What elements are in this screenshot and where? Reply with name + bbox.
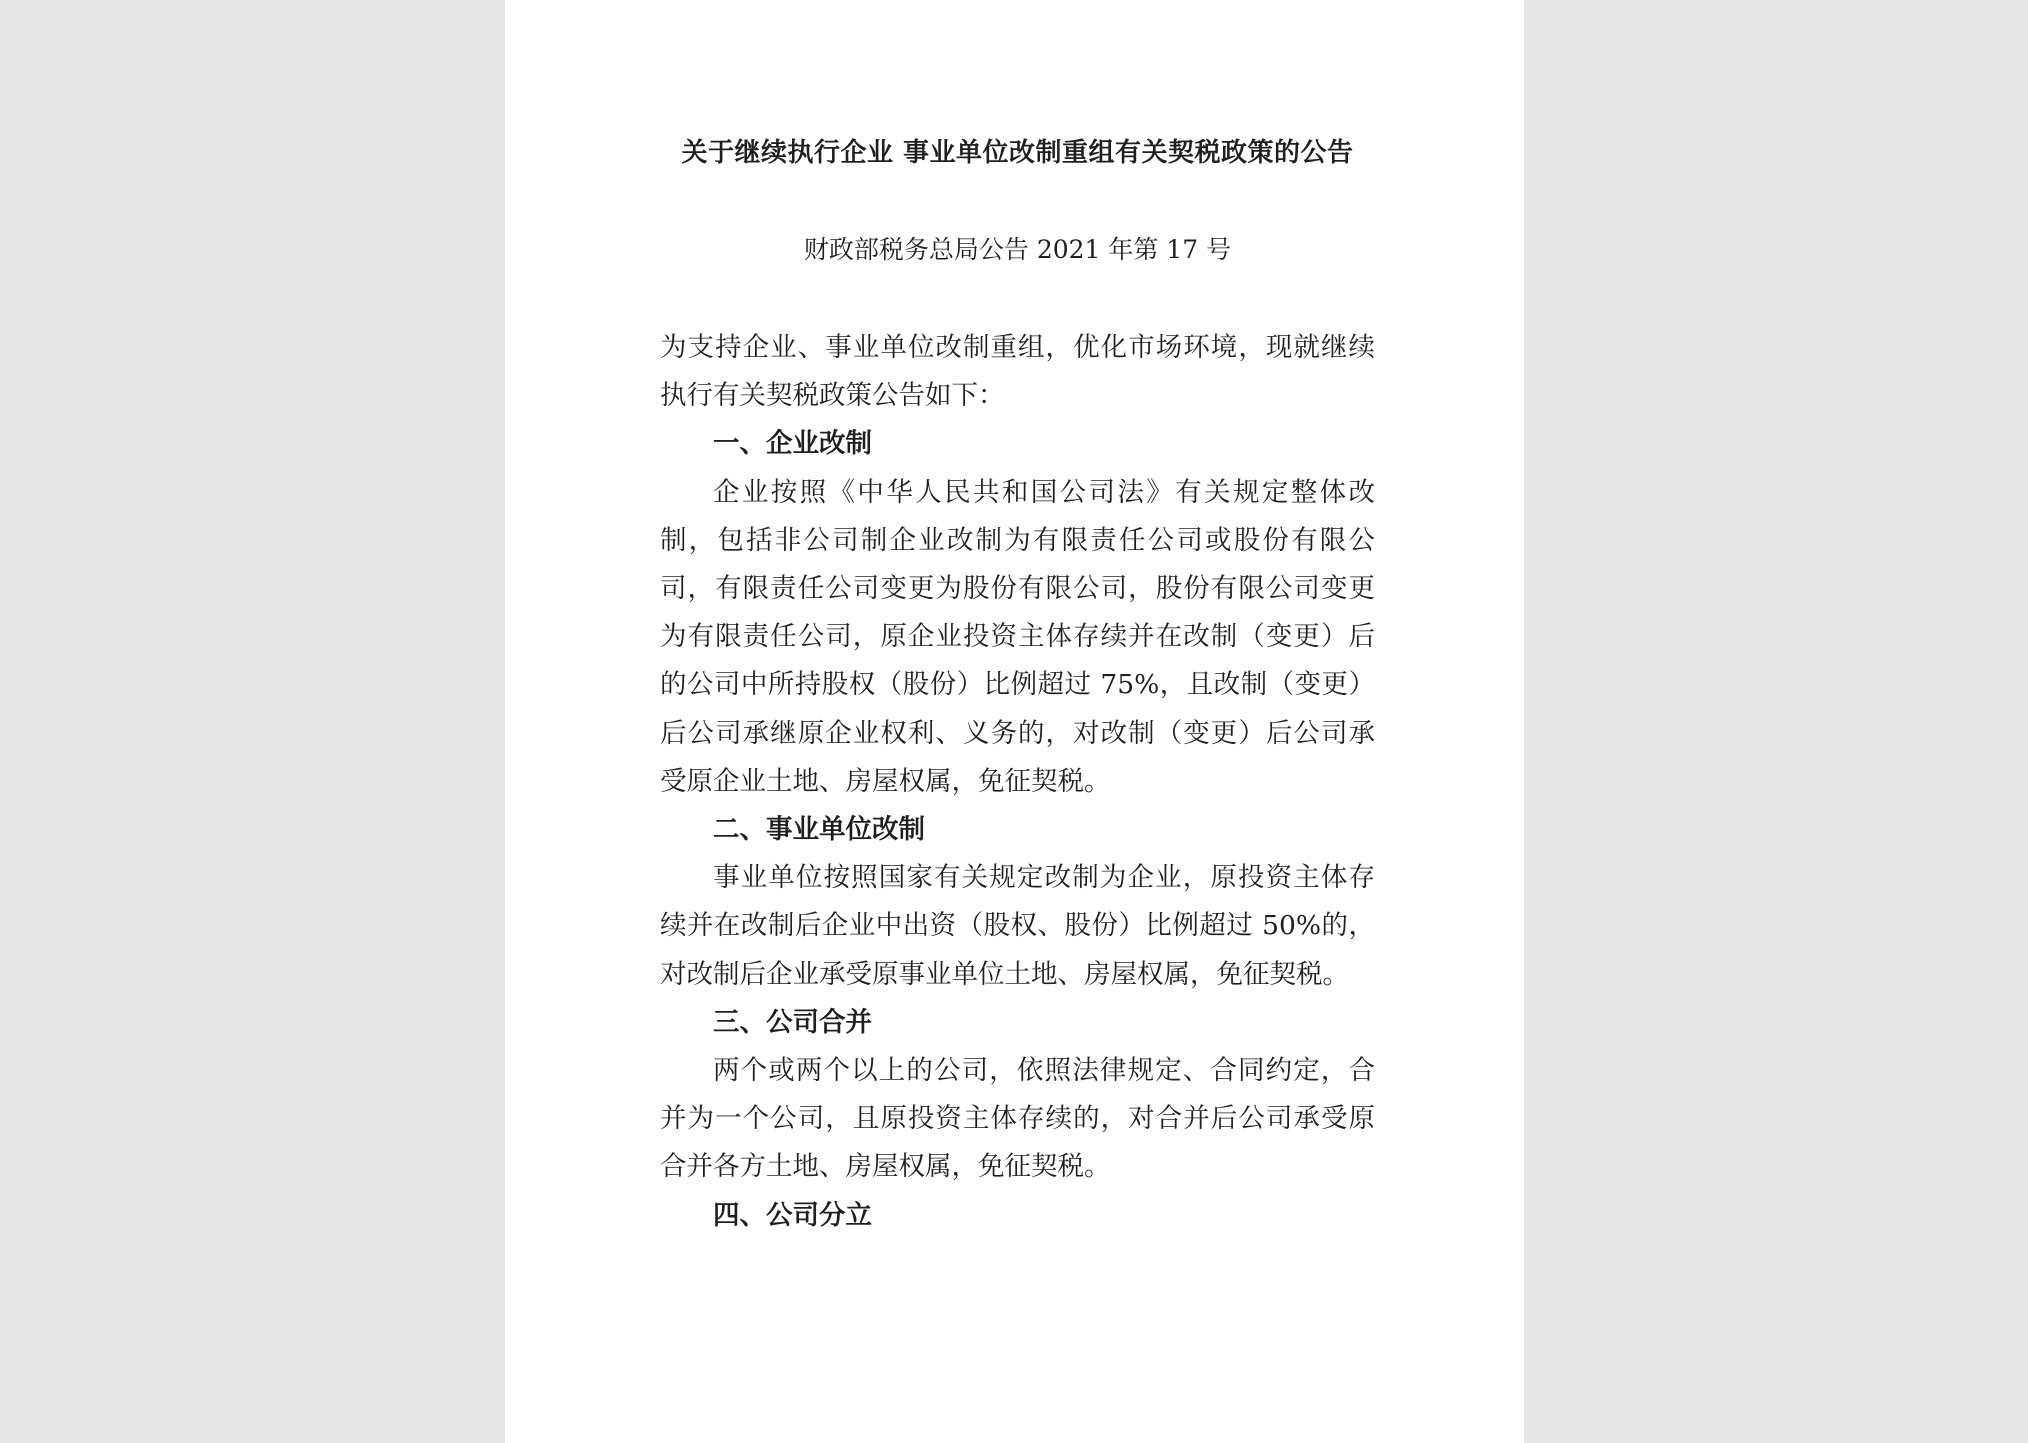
document-title: 关于继续执行企业 事业单位改制重组有关契税政策的公告 — [681, 138, 1354, 168]
section-heading-company-merger: 三、公司合并 — [713, 1006, 872, 1038]
section-paragraph-enterprise-restructuring: 企业按照《中华人民共和国公司法》有关规定整体改制，包括非公司制企业改制为有限责任公司或股份有限公司，有限责任公司变更为股份有限公司，股份有限公司变更为有限责任公司，原企业投资主体存续并在改制（变更）后的公司中所持股权（股份）比例超过 75%，且改制（变更）后公司承继原企业权利、义务的，对改制（变更）后公司承受原企业土地、房屋权属，免征契税。 — [660, 476, 1375, 797]
document-page — [505, 0, 1524, 1443]
section-heading-public-institution-restructuring: 二、事业单位改制 — [713, 814, 925, 846]
section-heading-enterprise-restructuring: 一、企业改制 — [713, 428, 872, 460]
section-paragraph-public-institution-restructuring: 事业单位按照国家有关规定改制为企业，原投资主体存续并在改制后企业中出资（股权、股份）比例超过 50%的，对改制后企业承受原事业单位土地、房屋权属，免征契税。 — [660, 862, 1375, 990]
document-number: 财政部税务总局公告 2021 年第 17 号 — [803, 235, 1232, 264]
section-heading-company-division: 四、公司分立 — [713, 1199, 872, 1231]
section-paragraph-company-merger: 两个或两个以上的公司，依照法律规定、合同约定，合并为一个公司，且原投资主体存续的，对合并后公司承受原合并各方土地、房屋权属，免征契税。 — [660, 1055, 1375, 1183]
document-body — [660, 324, 1375, 1240]
intro-paragraph: 为支持企业、事业单位改制重组，优化市场环境，现就继续执行有关契税政策公告如下： — [660, 332, 1375, 412]
